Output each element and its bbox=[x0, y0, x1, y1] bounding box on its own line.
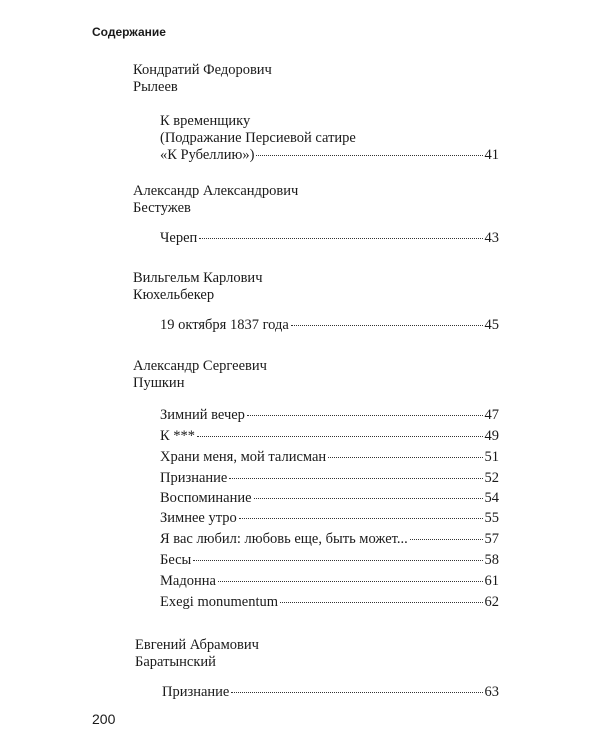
entry-title: Череп bbox=[160, 230, 198, 246]
dot-leader bbox=[218, 581, 483, 582]
author-first-name: Кондратий Федорович bbox=[133, 62, 272, 78]
entry-page: 47 bbox=[484, 407, 499, 423]
author-name bbox=[135, 637, 259, 671]
author-last-name: Рылеев bbox=[133, 79, 178, 95]
toc-entry[interactable] bbox=[160, 113, 499, 164]
entry-page: 55 bbox=[484, 510, 499, 526]
author-first-name: Александр Сергеевич bbox=[133, 358, 267, 374]
entry-page: 52 bbox=[484, 470, 499, 486]
author-name bbox=[133, 358, 267, 392]
dot-leader bbox=[193, 560, 482, 561]
entry-page: 58 bbox=[484, 552, 499, 568]
toc-entry[interactable] bbox=[160, 529, 499, 549]
page-header: Содержание bbox=[92, 25, 166, 39]
dot-leader bbox=[197, 436, 482, 437]
entry-page: 41 bbox=[484, 147, 499, 163]
toc-entry[interactable] bbox=[160, 426, 499, 446]
toc-entry[interactable] bbox=[160, 405, 499, 425]
entry-page: 62 bbox=[484, 594, 499, 610]
dot-leader bbox=[239, 518, 483, 519]
entry-title-line: К временщику bbox=[160, 113, 251, 129]
entry-page: 54 bbox=[484, 490, 499, 506]
entry-title: Я вас любил: любовь еще, быть может... bbox=[160, 531, 408, 547]
entry-page: 43 bbox=[484, 230, 499, 246]
entry-title-line: (Подражание Персиевой сатире bbox=[160, 130, 356, 146]
author-name bbox=[133, 270, 262, 304]
dot-leader bbox=[328, 457, 482, 458]
author-first-name: Евгений Абрамович bbox=[135, 637, 259, 653]
author-last-name: Пушкин bbox=[133, 375, 185, 391]
dot-leader bbox=[231, 692, 482, 693]
dot-leader bbox=[410, 539, 483, 540]
dot-leader bbox=[229, 478, 482, 479]
page-number: 200 bbox=[92, 711, 116, 727]
toc-entry[interactable] bbox=[160, 447, 499, 467]
entry-page: 61 bbox=[484, 573, 499, 589]
entry-title: Зимнее утро bbox=[160, 510, 237, 526]
toc-entry[interactable] bbox=[160, 592, 499, 612]
toc-entry[interactable] bbox=[160, 228, 499, 248]
dot-leader bbox=[254, 498, 483, 499]
toc-entry[interactable] bbox=[160, 468, 499, 488]
entry-title: К *** bbox=[160, 428, 196, 444]
dot-leader bbox=[291, 325, 483, 326]
author-last-name: Баратынский bbox=[135, 654, 216, 670]
author-last-name: Кюхельбекер bbox=[133, 287, 215, 303]
entry-title: Храни меня, мой талисман bbox=[160, 449, 327, 465]
toc-entry[interactable] bbox=[160, 508, 499, 528]
entry-title: Зимний вечер bbox=[160, 407, 245, 423]
entry-title: Бесы bbox=[160, 552, 192, 568]
entry-page: 49 bbox=[484, 428, 499, 444]
entry-page: 57 bbox=[484, 531, 499, 547]
entry-page: 63 bbox=[484, 684, 499, 700]
toc-entry[interactable] bbox=[162, 682, 499, 702]
author-name bbox=[133, 62, 272, 96]
toc-entry[interactable] bbox=[160, 571, 499, 591]
dot-leader bbox=[280, 602, 483, 603]
entry-title: 19 октября 1837 года bbox=[160, 317, 289, 333]
entry-title: Воспоминание bbox=[160, 490, 252, 506]
toc-entry[interactable] bbox=[160, 550, 499, 570]
entry-page: 51 bbox=[484, 449, 499, 465]
toc-entry[interactable] bbox=[160, 488, 499, 508]
author-first-name: Вильгельм Карлович bbox=[133, 270, 263, 286]
entry-title: Exegi monumentum bbox=[160, 594, 278, 610]
toc-entry[interactable] bbox=[160, 315, 499, 335]
author-first-name: Александр Александрович bbox=[133, 183, 299, 199]
entry-title: Признание bbox=[160, 470, 228, 486]
author-last-name: Бестужев bbox=[133, 200, 191, 216]
author-name bbox=[133, 183, 298, 217]
entry-title-line: «К Рубеллию») bbox=[160, 147, 255, 163]
dot-leader bbox=[256, 155, 482, 156]
dot-leader bbox=[199, 238, 482, 239]
entry-title: Признание bbox=[162, 684, 230, 700]
dot-leader bbox=[247, 415, 483, 416]
entry-title: Мадонна bbox=[160, 573, 216, 589]
entry-page: 45 bbox=[484, 317, 499, 333]
